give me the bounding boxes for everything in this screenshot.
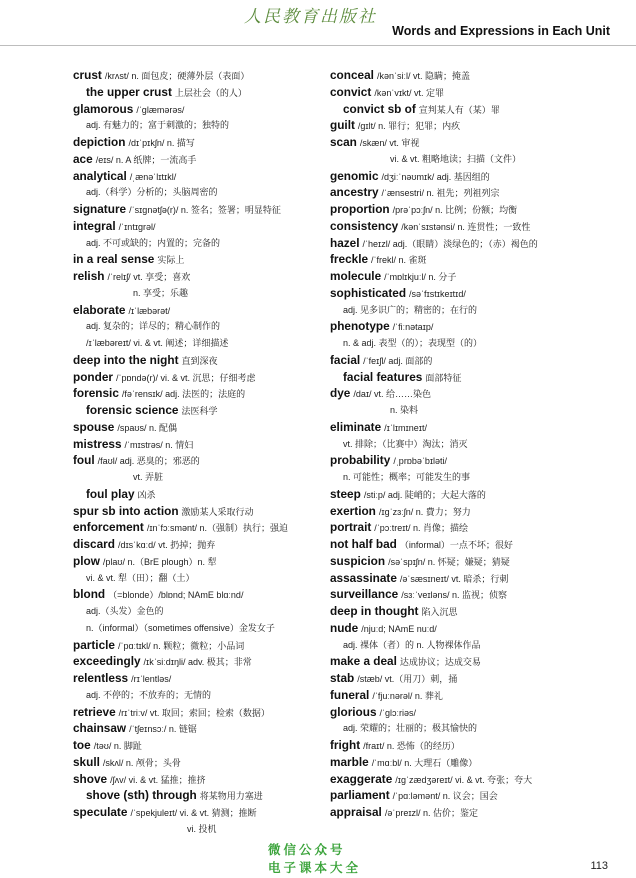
headword: portrait xyxy=(330,520,372,535)
headword: retrieve xyxy=(73,704,116,719)
definition: /ˈɪntɪɡrəl/ xyxy=(118,221,156,232)
headword: ace xyxy=(73,151,93,166)
definition: 宣判某人有（某）罪 xyxy=(418,104,500,115)
entry-line xyxy=(330,452,610,469)
entry-line xyxy=(330,352,610,369)
entry-line xyxy=(73,402,353,419)
entry-line xyxy=(330,302,610,319)
definition: 凶杀 xyxy=(137,489,156,500)
definition: （=blonde）/blɒnd; NAmE blɑːnd/ xyxy=(108,590,244,601)
page-number: 113 xyxy=(590,860,608,872)
entry-line xyxy=(330,503,610,520)
headword: spouse xyxy=(73,419,115,434)
definition: /ˈfiːnətaɪp/ xyxy=(392,322,434,333)
headword: foul play xyxy=(86,486,135,501)
entry-line xyxy=(330,653,610,670)
entry-line xyxy=(330,486,610,503)
entry-line xyxy=(330,218,610,235)
entry-line xyxy=(330,285,610,302)
definition: /kənˈvɪkt/ vt. 定罪 xyxy=(374,87,445,98)
headword: discard xyxy=(73,537,115,551)
entry-line xyxy=(73,771,353,788)
headword: fright xyxy=(330,738,361,752)
definition: adj. 裸体（者）的 n. 人物裸体作品 xyxy=(343,639,481,650)
headword: eliminate xyxy=(330,419,382,434)
definition: /əˈsæsɪneɪt/ vt. 暗杀；行刺 xyxy=(399,573,509,584)
entry-line xyxy=(73,235,353,252)
headword: spur sb into action xyxy=(73,503,179,518)
entry-line xyxy=(330,251,610,268)
entry-line xyxy=(330,570,610,587)
entry-line xyxy=(73,603,353,620)
entry-line xyxy=(330,519,610,536)
headword: enforcement xyxy=(73,520,144,535)
headword: hazel xyxy=(330,235,360,250)
definition: /stæb/ vt.（用刀）刺，捅 xyxy=(357,674,458,684)
entry-line xyxy=(73,787,353,804)
definition: 上层社会（的人） xyxy=(174,87,247,98)
definition: /əˈpreɪzl/ n. 估价；鉴定 xyxy=(384,808,479,818)
headword: appraisal xyxy=(330,805,382,819)
headword: blond xyxy=(73,587,106,602)
definition: /ˈɡlɔːriəs/ xyxy=(379,707,417,718)
headword: proportion xyxy=(330,202,390,216)
definition: /fəˈrensɪk/ adj. 法医的；法庭的 xyxy=(121,389,246,400)
headword: convict sb of xyxy=(343,101,416,116)
headword: not half bad xyxy=(330,537,397,551)
headword: molecule xyxy=(330,269,382,283)
entry-line xyxy=(73,184,353,201)
definition: /səˈspɪʃn/ n. 怀疑；嫌疑；猜疑 xyxy=(388,556,510,567)
entry-line xyxy=(330,369,610,386)
definition: /ˈtʃeɪnsɔː/ n. 链锯 xyxy=(129,724,197,735)
entry-line xyxy=(73,704,353,721)
entry-line xyxy=(330,754,610,771)
definition: /ɪˈlɪmɪneɪt/ xyxy=(384,422,427,433)
entry-line xyxy=(330,168,610,185)
headword: skull xyxy=(73,754,100,769)
entry-line xyxy=(73,268,353,285)
definition: vt. 弄脏 xyxy=(133,472,164,482)
definition: /ˈfeɪʃl/ adj. 面部的 xyxy=(363,355,433,366)
definition: /ɡɪlt/ n. 罪行；犯罪；内疚 xyxy=(357,121,461,132)
entry-line xyxy=(330,720,610,737)
definition: /stiːp/ adj. 陡峭的；大起大落的 xyxy=(363,489,486,500)
headword: convict xyxy=(330,84,372,99)
definition: /skʌl/ n. 颅骨；头骨 xyxy=(102,757,181,768)
headword: toe xyxy=(73,738,91,752)
entry-line xyxy=(330,687,610,704)
definition: n.（informal）（sometimes offensive）金发女子 xyxy=(86,622,275,633)
definition: /ˈɡlæmərəs/ xyxy=(136,104,185,115)
entry-line xyxy=(73,201,353,218)
entry-line xyxy=(330,787,610,804)
headword: ponder xyxy=(73,369,113,384)
headword: exaggerate xyxy=(330,771,393,786)
entry-line xyxy=(330,603,610,620)
entry-line xyxy=(73,369,353,386)
definition: /ˌænəˈlɪtɪkl/ xyxy=(129,171,177,182)
entry-line xyxy=(73,419,353,436)
entry-line xyxy=(73,570,353,587)
definition: /daɪ/ vt. 给……染色 xyxy=(353,389,432,400)
entry-line xyxy=(330,419,610,436)
definition: adj. 见多识广的；精密的；在行的 xyxy=(343,304,478,315)
watermark-line-1: 微信公众号 xyxy=(268,842,346,857)
definition: /skæn/ vt. 审视 xyxy=(359,138,420,148)
definition: /ˈpɑːtɪkl/ n. 颗粒；微粒；小品词 xyxy=(117,640,245,651)
definition: 将某物用力塞进 xyxy=(199,791,263,802)
headword: phenotype xyxy=(330,319,390,334)
entry-line xyxy=(73,737,353,754)
entry-line xyxy=(73,804,353,821)
definition: /kənˈsiːl/ vt. 隐瞒；掩盖 xyxy=(376,71,470,81)
headword: chainsaw xyxy=(73,721,127,736)
entry-line xyxy=(73,670,353,687)
entry-line xyxy=(73,67,353,84)
definition: /ˈpɒndə(r)/ vi. & vt. 沉思；仔细考虑 xyxy=(115,372,256,383)
headword: facial features xyxy=(343,369,423,384)
definition: /ˈheɪzl/ adj.（眼睛）淡绿色的；（赤）褐色的 xyxy=(362,238,538,249)
headword: forensic xyxy=(73,386,119,401)
entry-line xyxy=(73,687,353,704)
definition: 达成协议；达成交易 xyxy=(399,657,481,668)
headword: relish xyxy=(73,269,105,283)
entry-line xyxy=(330,586,610,603)
definition: /ɪnˈfɔːsmənt/ n.（强制）执行；强迫 xyxy=(146,523,289,534)
entry-line xyxy=(330,151,610,168)
headword: signature xyxy=(73,202,127,216)
headword: deep into the night xyxy=(73,352,179,367)
definition: /ˈrelɪʃ/ vt. 享受；喜欢 xyxy=(107,272,191,282)
headword: marble xyxy=(330,754,369,769)
definition: 直到深夜 xyxy=(181,355,218,366)
entry-line xyxy=(330,771,610,788)
entry-line xyxy=(330,804,610,821)
entry-line xyxy=(330,101,610,118)
definition: /ɪkˈsiːdɪŋli/ adv. 极其；非常 xyxy=(143,657,252,668)
headword: consistency xyxy=(330,218,399,233)
entry-line xyxy=(73,251,353,268)
headword: exceedingly xyxy=(73,654,141,669)
headword: surveillance xyxy=(330,587,399,602)
definition: vi. & vt. 粗略地读；扫描（文件） xyxy=(390,153,522,164)
entry-line xyxy=(330,704,610,721)
headword: depiction xyxy=(73,135,126,149)
definition: /ɪˈlæbərət/ xyxy=(128,305,171,316)
entry-line xyxy=(330,318,610,335)
definition: /eɪs/ n. A 纸牌；一流高手 xyxy=(95,154,197,165)
entry-line xyxy=(73,720,353,737)
entry-line xyxy=(73,385,353,402)
headword: foul xyxy=(73,453,95,468)
entry-line xyxy=(73,821,353,838)
definition: adj. 不停的；不放弃的；无情的 xyxy=(86,689,212,700)
entry-line xyxy=(73,469,353,486)
headword: funeral xyxy=(330,687,370,702)
definition: 面部特征 xyxy=(425,372,462,383)
publisher-logo: 人民教育出版社 xyxy=(244,7,377,27)
entry-line xyxy=(73,620,353,637)
headword: exertion xyxy=(330,503,376,518)
definition: adj. 荣耀的；壮丽的；极其愉快的 xyxy=(343,723,478,734)
headword: speculate xyxy=(73,805,128,819)
definition: adj. 不可或缺的；内置的；完备的 xyxy=(86,237,221,248)
entry-line xyxy=(73,586,353,603)
headword: make a deal xyxy=(330,654,397,669)
definition: /ˈsɪɡnətʃə(r)/ n. 签名；签署；明显特征 xyxy=(129,205,281,215)
definition: /ˈpɑːləmənt/ n. 议会；国会 xyxy=(392,791,498,802)
headword: sophisticated xyxy=(330,285,407,300)
watermark-line-2: 电子课本大全 xyxy=(268,860,362,875)
entry-line xyxy=(73,101,353,118)
headword: crust xyxy=(73,68,102,82)
definition: /sɜːˈveɪləns/ n. 监视；侦察 xyxy=(401,590,508,601)
headword: mistress xyxy=(73,436,122,451)
entry-line xyxy=(73,218,353,235)
definition: /kənˈsɪstənsi/ n. 连贯性；一致性 xyxy=(401,221,531,232)
entry-line xyxy=(73,117,353,134)
headword: deep in thought xyxy=(330,604,419,618)
entry-line xyxy=(330,268,610,285)
entry-line xyxy=(73,503,353,520)
definition: /təʊ/ n. 脚趾 xyxy=(93,741,142,751)
definition: /dʒiːˈnəʊmɪk/ adj. 基因组的 xyxy=(381,171,490,182)
page-header-title: Words and Expressions in Each Unit xyxy=(392,24,610,38)
definition: vi. & vt. 犁（田）；翻（土） xyxy=(86,572,195,583)
entry-line xyxy=(73,452,353,469)
entry-line xyxy=(330,402,610,419)
definition: （informal）一点不坏；很好 xyxy=(399,540,513,550)
entry-line xyxy=(73,335,353,352)
definition: /faʊl/ adj. 恶臭的；邪恶的 xyxy=(97,456,200,467)
headword: forensic science xyxy=(86,403,179,417)
headword: ancestry xyxy=(330,185,379,200)
definition: 法医科学 xyxy=(181,406,218,416)
definition: /spaʊs/ n. 配偶 xyxy=(117,422,177,433)
headword: facial xyxy=(330,352,361,367)
definition: vi. 投机 xyxy=(187,823,217,834)
headword: nude xyxy=(330,620,359,635)
entry-line xyxy=(73,352,353,369)
entry-line xyxy=(73,536,353,553)
definition: n. & adj. 表型（的）；表现型（的） xyxy=(343,338,483,348)
entry-line xyxy=(330,184,610,201)
definition: vt. 排除；（比赛中）淘汰；消灭 xyxy=(343,438,468,449)
definition: /ˈpɔːtreɪt/ n. 肖像；描绘 xyxy=(374,523,469,534)
entry-line xyxy=(73,637,353,654)
entry-line xyxy=(73,134,353,151)
entry-line xyxy=(330,620,610,637)
definition: /ˌprɒbəˈbɪləti/ xyxy=(393,456,448,467)
definition: adj.（科学）分析的；头脑周密的 xyxy=(86,187,218,198)
headword: assassinate xyxy=(330,570,397,585)
definition: /prəˈpɔːʃn/ n. 比例；份额；均衡 xyxy=(392,205,518,215)
headword: stab xyxy=(330,671,355,685)
entry-line xyxy=(330,335,610,352)
definition: /ɪɡˈzɜːʃn/ n. 費力；努力 xyxy=(378,506,471,517)
entry-line xyxy=(73,168,353,185)
headword: glorious xyxy=(330,704,377,719)
definition: /ˈmɑːbl/ n. 大理石（雕像） xyxy=(371,757,478,768)
definition: /fraɪt/ n. 恐怖（的经历） xyxy=(363,741,460,751)
entry-line xyxy=(330,436,610,453)
entry-line xyxy=(73,302,353,319)
definition: /ɪɡˈzædʒəreɪt/ vi. & vt. 夸张；夸大 xyxy=(395,774,533,785)
definition: 激励某人采取行动 xyxy=(181,506,254,517)
entry-line xyxy=(73,553,353,570)
headword: scan xyxy=(330,135,357,149)
entry-line xyxy=(330,670,610,687)
left-column xyxy=(73,67,353,838)
entry-line xyxy=(73,285,353,302)
entry-line xyxy=(330,385,610,402)
definition: adj. 有魅力的；富于刺激的；独特的 xyxy=(86,120,230,131)
entry-line xyxy=(330,67,610,84)
headword: shove xyxy=(73,771,108,786)
definition: /ʃʌv/ vi. & vt. 猛推；推挤 xyxy=(110,774,206,785)
definition: /ɪˈlæbəreɪt/ vi. & vt. 阐述；详细描述 xyxy=(86,338,229,348)
definition: /plaʊ/ n.（BrE plough）n. 犁 xyxy=(102,556,217,567)
headword: dye xyxy=(330,386,351,401)
headword: probability xyxy=(330,453,391,468)
headword: particle xyxy=(73,637,115,652)
definition: /ˈfrekl/ n. 雀斑 xyxy=(371,255,427,266)
definition: n. 染料 xyxy=(390,405,419,415)
definition: n. 享受；乐趣 xyxy=(133,287,189,298)
definition: /dɪsˈkɑːd/ vt. 扔掉；抛弃 xyxy=(117,540,216,550)
entry-line xyxy=(330,553,610,570)
entry-line xyxy=(330,201,610,218)
entry-line xyxy=(330,117,610,134)
entry-line xyxy=(330,637,610,654)
entry-line xyxy=(73,754,353,771)
headword: conceal xyxy=(330,68,374,82)
entry-line xyxy=(73,519,353,536)
entry-line xyxy=(330,536,610,553)
headword: steep xyxy=(330,486,361,501)
entry-line xyxy=(330,235,610,252)
definition: 实际上 xyxy=(157,255,185,266)
headword: shove (sth) through xyxy=(86,788,197,803)
definition: adj.（头发）金色的 xyxy=(86,606,164,616)
headword: elaborate xyxy=(73,302,126,317)
headword: guilt xyxy=(330,118,355,133)
entry-line xyxy=(330,84,610,101)
headword: analytical xyxy=(73,168,127,183)
definition: /ˈmɪstrəs/ n. 情妇 xyxy=(124,439,194,450)
definition: /ˈfjuːnərəl/ n. 葬礼 xyxy=(372,690,443,701)
definition: /ˈmɒlɪkjuːl/ n. 分子 xyxy=(384,272,457,282)
definition: n. 可能性；概率；可能发生的事 xyxy=(343,472,471,482)
entry-line xyxy=(73,653,353,670)
headword: freckle xyxy=(330,252,369,267)
header-divider xyxy=(0,45,636,46)
entry-line xyxy=(73,486,353,503)
entry-line xyxy=(73,436,353,453)
headword: integral xyxy=(73,218,116,233)
definition: adj. 复杂的；详尽的；精心制作的 xyxy=(86,321,221,332)
definition: /njuːd; NAmE nuːd/ xyxy=(361,623,437,634)
definition: /ˈænsestri/ n. 祖先；列祖列宗 xyxy=(381,188,500,199)
definition: /rɪˈtriːv/ vt. 取回；索回；检索（数据） xyxy=(118,707,270,718)
headword: parliament xyxy=(330,788,390,803)
headword: genomic xyxy=(330,168,379,183)
entry-line xyxy=(73,318,353,335)
headword: the upper crust xyxy=(86,84,172,99)
headword: glamorous xyxy=(73,101,134,116)
right-column xyxy=(330,67,610,821)
definition: /ˈspekjuleɪt/ vi. & vt. 猜测；推断 xyxy=(130,808,257,818)
headword: plow xyxy=(73,553,100,568)
entry-line xyxy=(330,469,610,486)
definition: /rɪˈlentləs/ xyxy=(131,674,172,684)
definition: /krʌst/ n. 面包皮；硬薄外层（表面） xyxy=(104,71,250,81)
headword: suspicion xyxy=(330,553,386,568)
definition: 陷入沉思 xyxy=(421,607,458,617)
definition: /səˈfɪstɪkeɪtɪd/ xyxy=(409,288,466,299)
headword: relentless xyxy=(73,671,129,685)
entry-line xyxy=(330,737,610,754)
headword: in a real sense xyxy=(73,252,155,267)
entry-line xyxy=(73,84,353,101)
entry-line xyxy=(73,151,353,168)
entry-line xyxy=(330,134,610,151)
definition: /dɪˈpɪkʃn/ n. 描写 xyxy=(128,138,195,148)
